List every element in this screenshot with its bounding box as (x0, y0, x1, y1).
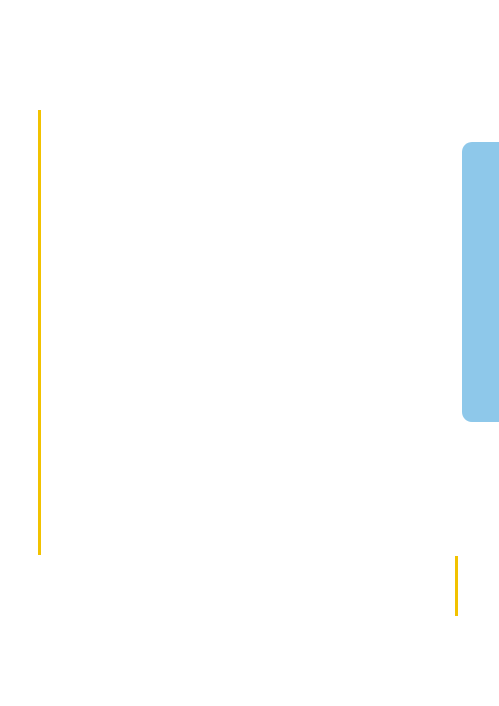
footer-divider-bar (455, 556, 458, 616)
programme-content (48, 112, 448, 124)
programme-tab-label (462, 142, 499, 422)
content-divider-bar (38, 110, 461, 555)
bottom-balloon-border (0, 610, 499, 706)
